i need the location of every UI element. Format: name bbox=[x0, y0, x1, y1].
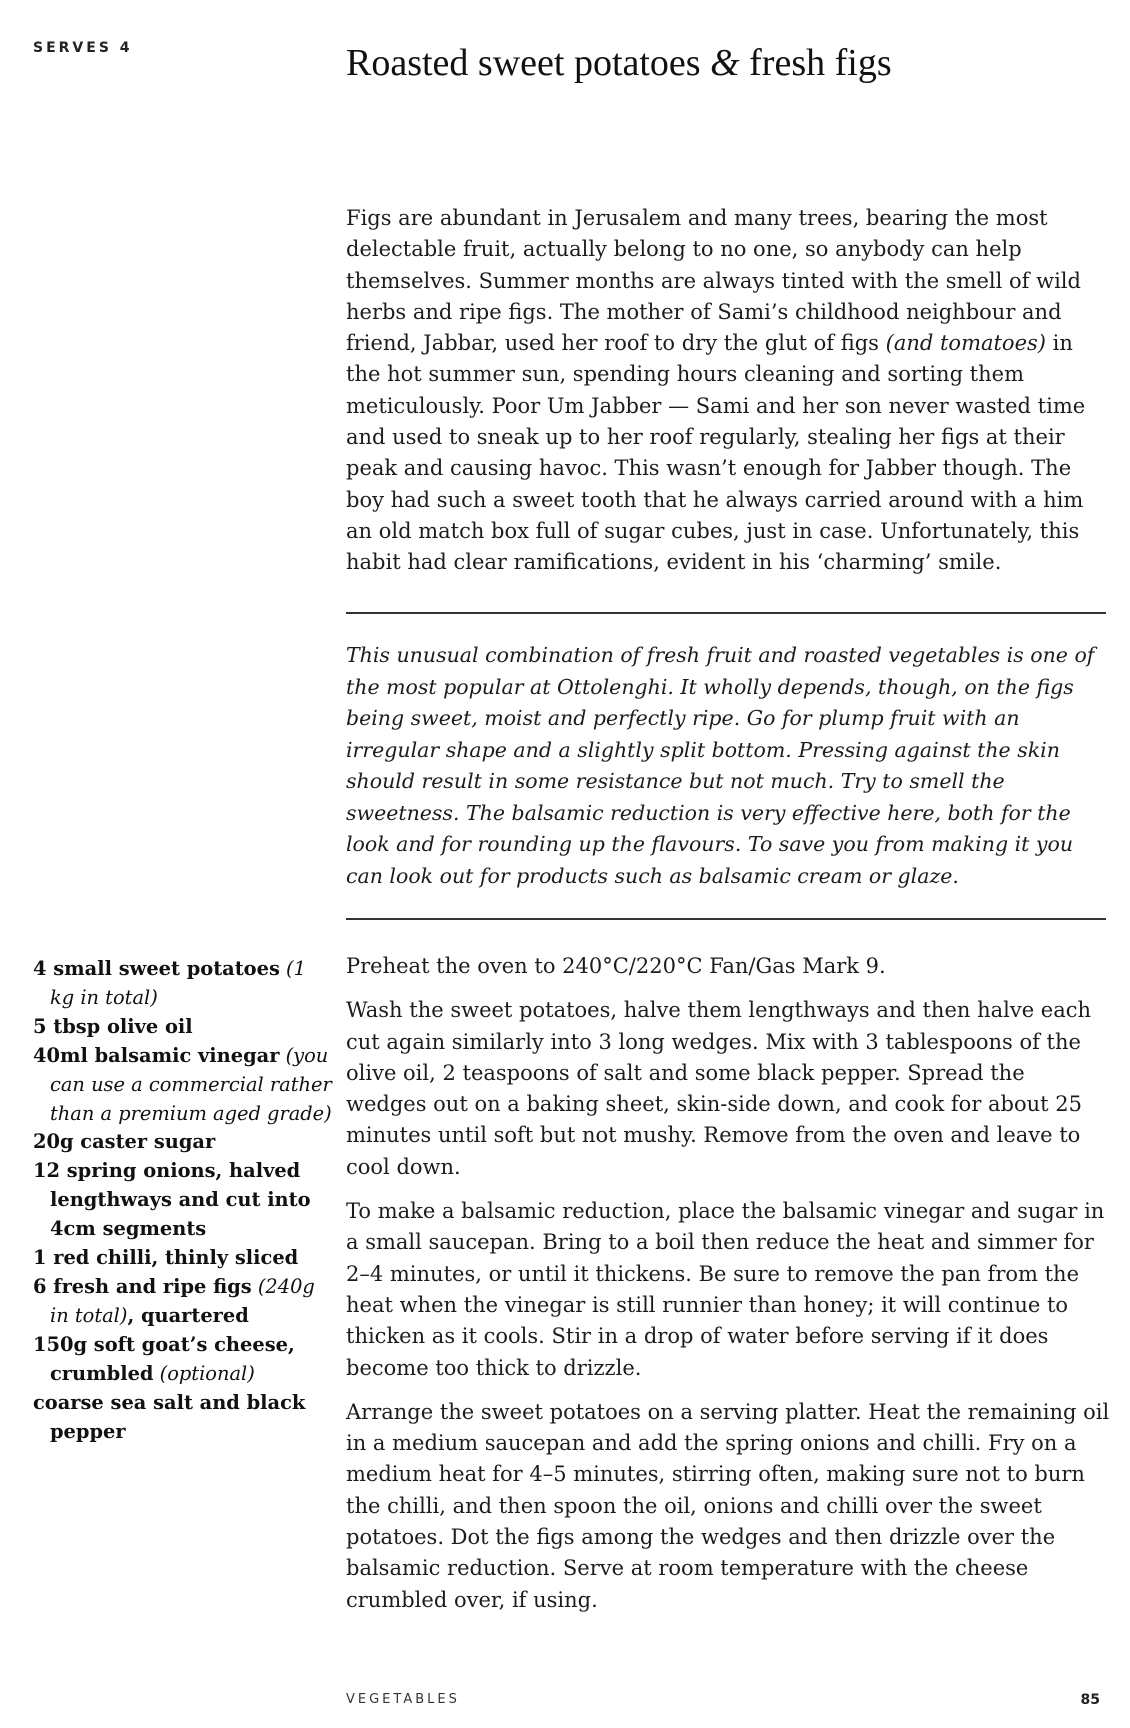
recipe-title-part1: Roasted sweet potatoes bbox=[346, 42, 711, 84]
method-step: To make a balsamic reduction, place the balsamic vinegar and sugar in a small saucepan. Bring to a boil then reduce the heat and simmer for 2–4 minutes, or until it thickens. Be sure to remove the pan from the heat when the vinegar is still runnier than honey; it will continue to thicken as it cools. Stir in a drop of water before serving if it does become too thick to drizzle. bbox=[346, 1199, 1105, 1380]
ingredient-item bbox=[33, 1389, 333, 1447]
intro-text-2: in the hot summer sun, spending hours cleaning and sorting them meticulously. Poor Um Jabber — Sami and her son never wasted time and used to sneak up to her roof regularly, stealing her figs at their peak and causing havoc. This wasn’t enough for Jabber though. The boy had such a sweet tooth that he always carried around with a him an old match box full of sugar cubes, just in case. Unfortunately, this habit had clear ramifications, evident in his ‘charming’ smile. bbox=[346, 331, 1086, 575]
ingredient-item bbox=[33, 1273, 333, 1331]
ingredient-note: (1 kg in total) bbox=[50, 957, 306, 1009]
ingredients-list bbox=[33, 955, 333, 1446]
method-step: Arrange the sweet potatoes on a serving platter. Heat the remaining oil in a medium saucepan and add the spring onions and chilli. Fry on a medium heat for 4–5 minutes, stirring often, making sure not to burn the chilli, and then spoon the oil, onions and chilli over the sweet potatoes. Dot the figs among the wedges and then drizzle over the balsamic reduction. Serve at room temperature with the cheese crumbled over, if using. bbox=[346, 1399, 1110, 1612]
recipe-title-ampersand: & bbox=[710, 42, 740, 84]
ingredient-item bbox=[33, 955, 333, 1013]
ingredient-main: coarse sea salt and black pepper bbox=[33, 1390, 306, 1443]
ingredient-main: 40ml balsamic vinegar bbox=[33, 1043, 280, 1067]
page-number: 85 bbox=[1080, 1692, 1100, 1708]
serves-label: SERVES 4 bbox=[33, 40, 133, 56]
ingredient-item bbox=[33, 1013, 333, 1042]
recipe-title-part2: fresh figs bbox=[739, 42, 892, 84]
intro-text-1: Figs are abundant in Jerusalem and many trees, bearing the most delectable fruit, actually belong to no one, so anybody can help themselves. Summer months are always tinted with the smell of wild herbs and ripe figs. The mother of Sami’s childhood neighbour and friend, Jabbar, used her roof to dry the glut of figs bbox=[346, 206, 1081, 356]
method-step: Wash the sweet potatoes, halve them lengthways and then halve each cut again similarly into 3 long wedges. Mix with 3 tablespoons of the olive oil, 2 teaspoons of salt and some black pepper. Spread the wedges out on a baking sheet, skin-side down, and cook for about 25 minutes until soft but not mushy. Remove from the oven and leave to cool down. bbox=[346, 998, 1092, 1179]
ingredient-main: 6 fresh and ripe figs bbox=[33, 1274, 252, 1298]
ingredient-note: (optional) bbox=[153, 1361, 255, 1385]
ingredient-note: (you can use a commercial rather than a premium aged grade) bbox=[50, 1043, 332, 1125]
ingredient-after: , quartered bbox=[127, 1303, 249, 1327]
intro-paragraph bbox=[346, 203, 1106, 579]
ingredient-main: 5 tbsp olive oil bbox=[33, 1014, 193, 1038]
ingredient-main: 150g soft goat’s cheese, crumbled bbox=[33, 1332, 295, 1385]
intro-text-italic: (and tomatoes) bbox=[885, 331, 1046, 356]
divider-bottom bbox=[346, 918, 1106, 920]
divider-top bbox=[346, 612, 1106, 614]
ingredient-item bbox=[33, 1331, 333, 1389]
ingredient-item bbox=[33, 1244, 333, 1273]
ingredient-main: 20g caster sugar bbox=[33, 1130, 216, 1154]
ingredient-note: (240g in total) bbox=[50, 1274, 315, 1327]
chef-note: This unusual combination of fresh fruit and roasted vegetables is one of the most popular at Ottolenghi. It wholly depends, though, on the figs being sweet, moist and perfectly ripe. Go for plump fruit with an irregular shape and a slightly split bottom. Pressing against the skin should result in some resistance but not much. Try to smell the sweetness. The balsamic reduction is very effective here, both for the look and for rounding up the flavours. To save you from making it you can look out for products such as balsamic cream or glaze. bbox=[346, 643, 1095, 888]
ingredient-item bbox=[33, 1128, 333, 1157]
method-steps bbox=[346, 951, 1111, 1629]
ingredient-main: 4 small sweet potatoes bbox=[33, 957, 280, 980]
method-step: Preheat the oven to 240°C/220°C Fan/Gas Mark 9. bbox=[346, 954, 886, 978]
ingredient-main: 12 spring onions, halved lengthways and cut into 4cm segments bbox=[33, 1159, 311, 1241]
recipe-title bbox=[346, 38, 892, 88]
ingredient-main: 1 red chilli, thinly sliced bbox=[33, 1246, 299, 1270]
footer-section-label: VEGETABLES bbox=[346, 1692, 460, 1707]
ingredient-item bbox=[33, 1157, 333, 1244]
ingredient-item bbox=[33, 1042, 333, 1129]
